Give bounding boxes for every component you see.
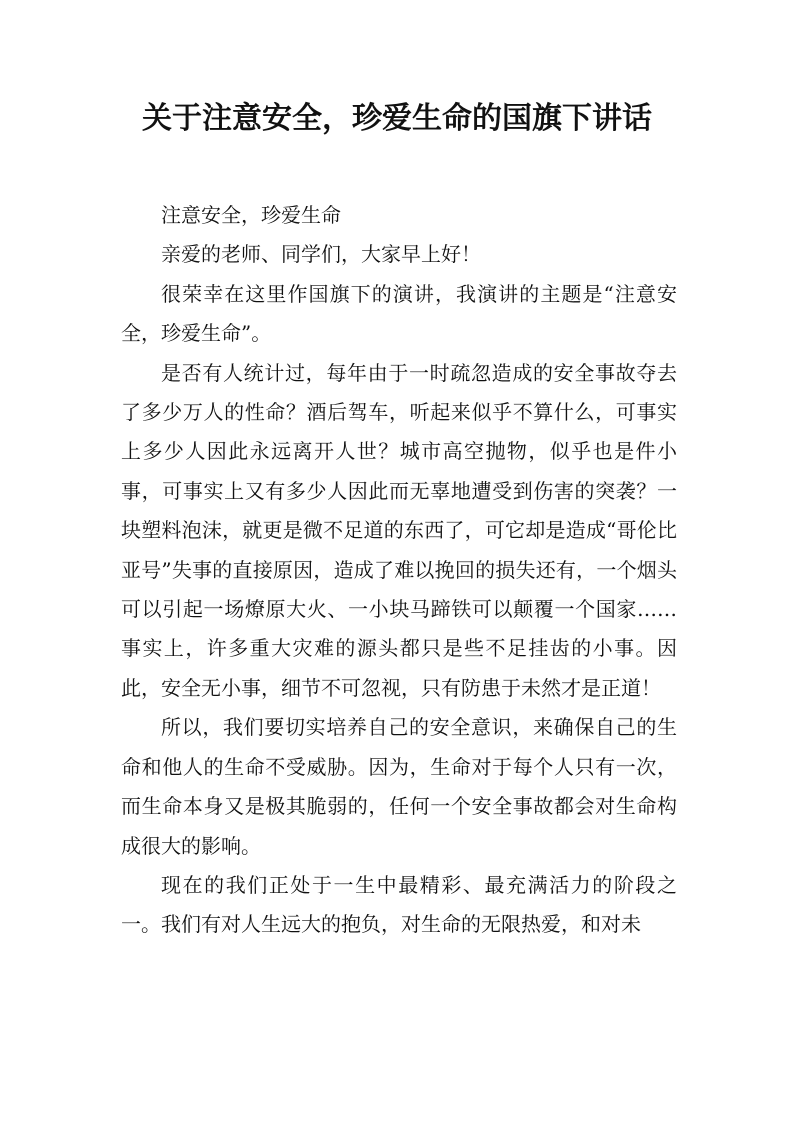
- paragraph-greeting: 亲爱的老师、同学们，大家早上好！: [161, 242, 481, 267]
- paragraph-accidents: 是否有人统计过，每年由于一时疏忽造成的安全事故夺去了多少万人的性命？酒后驾车，听起来似乎不算什么，可事实上多少人因此永远离开人世？城市高空抛物，似乎也是件小事，可事实上又有多少人因此而无辜地遭受到伤害的突袭？一块塑料泡沫，就更是微不足道的东西了，可它却是造成“哥伦比亚号”失事的直接原因，造成了难以挽回的损失还有，一个烟头可以引起一场燎原大火、一小块马蹄铁可以颠覆一个国家……事实上，许多重大灾难的源头都只是些不足挂齿的小事。因此，安全无小事，细节不可忽视，只有防患于未然才是正道！: [121, 360, 677, 700]
- paragraph-youth: 现在的我们正处于一生中最精彩、最充满活力的阶段之一。我们有对人生远大的抱负，对生命的无限热爱，和对未: [121, 872, 677, 937]
- paragraph-awareness: 所以，我们要切实培养自己的安全意识，来确保自己的生命和他人的生命不受威胁。因为，生命对于每个人只有一次，而生命本身又是极其脆弱的，任何一个安全事故都会对生命构成很大的影响。: [121, 715, 677, 858]
- paragraph-theme: 很荣幸在这里作国旗下的演讲，我演讲的主题是“注意安全，珍爱生命”。: [121, 281, 677, 346]
- document-title: 关于注意安全，珍爱生命的国旗下讲话: [142, 101, 652, 136]
- paragraph-subtitle: 注意安全，珍爱生命: [161, 203, 341, 227]
- document-body: [121, 196, 677, 945]
